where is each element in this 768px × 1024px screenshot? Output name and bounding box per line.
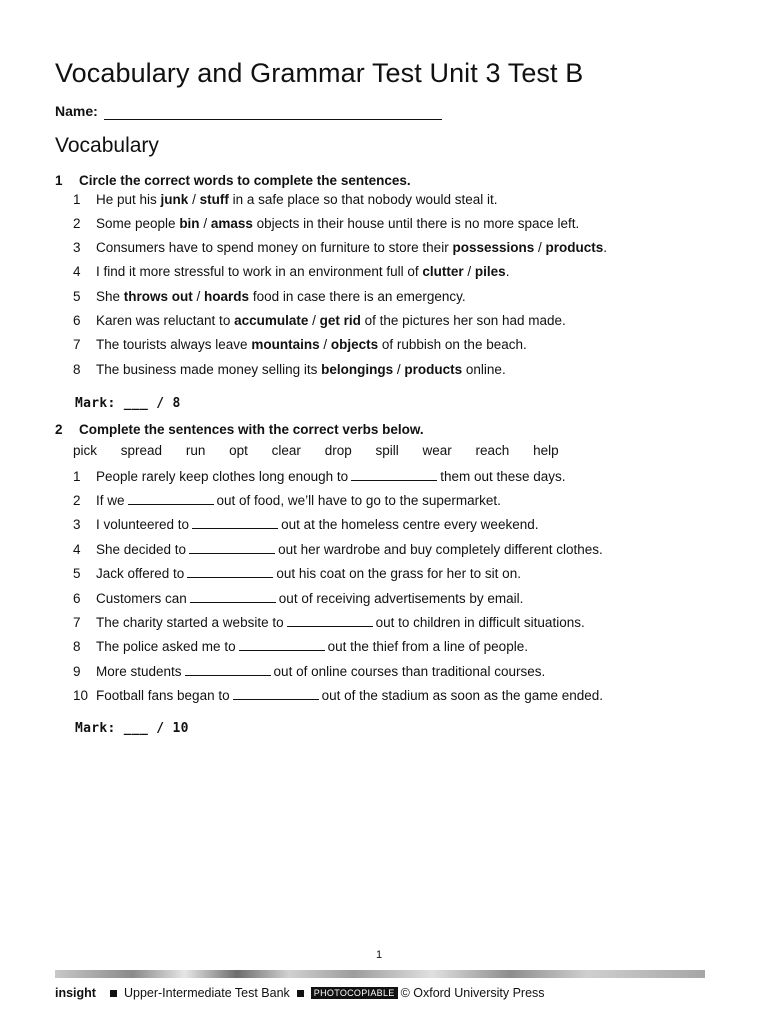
exercise-2-item: [73, 542, 603, 557]
item-text: People rarely keep clothes long enough to: [96, 469, 349, 484]
option-b[interactable]: stuff: [199, 192, 229, 207]
item-text: out at the homeless centre every weekend.: [281, 517, 539, 532]
item-number: 5: [73, 566, 81, 581]
footer-brand: insight: [55, 986, 96, 1000]
answer-blank[interactable]: [192, 518, 278, 529]
item-text: I volunteered to: [96, 517, 190, 532]
item-text: food in case there is an emergency.: [249, 289, 466, 304]
item-number: 7: [73, 337, 81, 352]
section-title-vocabulary: Vocabulary: [55, 134, 159, 157]
item-text: I find it more stressful to work in an environment full of: [96, 264, 423, 279]
exercise-2-item: [73, 639, 528, 654]
page-number: 1: [376, 949, 383, 961]
item-number: 3: [73, 240, 81, 255]
item-text: The business made money selling its: [96, 362, 322, 377]
exercise-1-item: [73, 337, 527, 352]
option-b[interactable]: piles: [474, 264, 506, 279]
word-bank-item: run: [185, 443, 206, 458]
item-number: 4: [73, 542, 81, 557]
item-number: 1: [73, 469, 81, 484]
answer-blank[interactable]: [190, 592, 276, 603]
option-a[interactable]: mountains: [251, 337, 320, 352]
option-separator: /: [192, 289, 205, 304]
exercise-number: 2: [55, 422, 63, 437]
item-number: 2: [73, 216, 81, 231]
exercise-2-mark: Mark: ___ / 10: [75, 721, 189, 736]
word-bank-item: spread: [120, 443, 163, 458]
word-bank-item: wear: [422, 443, 452, 458]
item-number: 9: [73, 664, 81, 679]
option-a[interactable]: accumulate: [234, 313, 309, 328]
item-text: More students: [96, 664, 182, 679]
exercise-1-item: [73, 216, 579, 231]
exercise-1-item: [73, 240, 607, 255]
item-text: Karen was reluctant to: [96, 313, 235, 328]
item-text: Consumers have to spend money on furniture to store their: [96, 240, 453, 255]
exercise-number: 1: [55, 173, 63, 188]
item-number: 8: [73, 639, 81, 654]
item-number: 7: [73, 615, 81, 630]
option-b[interactable]: objects: [330, 337, 379, 352]
footer-decorative-band: [55, 970, 705, 978]
exercise-1-heading: [55, 173, 411, 188]
footer-publisher: © Oxford University Press: [400, 986, 545, 1000]
answer-blank[interactable]: [351, 470, 437, 481]
item-text: them out these days.: [440, 469, 566, 484]
item-text: out of the stadium as soon as the game ended.: [321, 688, 604, 703]
item-text: out to children in difficult situations.: [375, 615, 585, 630]
item-number: 6: [73, 591, 81, 606]
option-a[interactable]: possessions: [452, 240, 535, 255]
item-number: 1: [73, 192, 81, 207]
exercise-1-item: [73, 362, 506, 377]
option-b[interactable]: get rid: [319, 313, 361, 328]
word-bank-item: help: [533, 443, 559, 458]
exercise-2-item: [73, 566, 521, 581]
item-number: 2: [73, 493, 81, 508]
item-text: The charity started a website to: [96, 615, 284, 630]
option-a[interactable]: bin: [179, 216, 200, 231]
item-number: 6: [73, 313, 81, 328]
answer-blank[interactable]: [233, 689, 319, 700]
item-number: 8: [73, 362, 81, 377]
exercise-2-item: [73, 493, 501, 508]
answer-blank[interactable]: [128, 494, 214, 505]
item-text: out of online courses than traditional courses.: [273, 664, 546, 679]
item-text: Football fans began to: [96, 688, 230, 703]
exercise-2-item: [73, 469, 566, 484]
footer-book-title: Upper-Intermediate Test Bank: [123, 986, 290, 1000]
item-number: 10: [73, 688, 89, 703]
exercise-instruction: Complete the sentences with the correct verbs below.: [79, 422, 424, 437]
exercise-2-item: [73, 664, 545, 679]
exercise-2-heading: [55, 422, 424, 437]
item-text: Jack offered to: [96, 566, 185, 581]
exercise-1-item: [73, 264, 509, 279]
item-text: objects in their house until there is no more space left.: [252, 216, 580, 231]
item-text: of the pictures her son had made.: [360, 313, 566, 328]
item-text: out her wardrobe and buy completely different clothes.: [278, 542, 603, 557]
answer-blank[interactable]: [187, 567, 273, 578]
option-separator: /: [308, 313, 320, 328]
item-text: out of food, we’ll have to go to the supermarket.: [216, 493, 501, 508]
item-number: 4: [73, 264, 81, 279]
option-a[interactable]: clutter: [422, 264, 464, 279]
exercise-1-item: [73, 192, 498, 207]
item-number: 5: [73, 289, 81, 304]
item-text: He put his: [96, 192, 161, 207]
word-bank: [73, 443, 579, 458]
answer-blank[interactable]: [239, 640, 325, 651]
option-b[interactable]: products: [404, 362, 463, 377]
photocopiable-badge: PHOTOCOPIABLE: [311, 987, 398, 999]
item-number: 3: [73, 517, 81, 532]
option-separator: /: [463, 264, 475, 279]
square-bullet-icon: [110, 990, 117, 997]
option-a[interactable]: belongings: [321, 362, 394, 377]
item-text: out his coat on the grass for her to sit on.: [276, 566, 521, 581]
option-separator: /: [534, 240, 546, 255]
item-text: The tourists always leave: [96, 337, 252, 352]
answer-blank[interactable]: [185, 665, 271, 676]
exercise-1-mark: Mark: ___ / 8: [75, 396, 181, 411]
option-a[interactable]: throws out: [123, 289, 193, 304]
word-bank-item: spill: [375, 443, 399, 458]
item-text: .: [603, 240, 608, 255]
exercise-2-item: [73, 615, 585, 630]
item-text: out of receiving advertisements by email.: [278, 591, 524, 606]
footer: [55, 986, 545, 1000]
item-text: Customers can: [96, 591, 187, 606]
word-bank-item: reach: [475, 443, 510, 458]
word-bank-item: pick: [73, 443, 98, 458]
item-text: in a safe place so that nobody would steal it.: [228, 192, 498, 207]
name-label: Name:: [55, 103, 98, 119]
page-title: Vocabulary and Grammar Test Unit 3 Test B: [55, 58, 584, 88]
exercise-instruction: Circle the correct words to complete the sentences.: [79, 173, 411, 188]
option-a[interactable]: junk: [160, 192, 189, 207]
answer-blank[interactable]: [189, 543, 275, 554]
exercise-1-item: [73, 313, 566, 328]
option-b[interactable]: amass: [210, 216, 253, 231]
item-text: The police asked me to: [96, 639, 236, 654]
option-separator: /: [319, 337, 331, 352]
item-text: If we: [96, 493, 125, 508]
exercise-2-item: [73, 517, 538, 532]
exercise-2-item: [73, 688, 603, 703]
item-text: online.: [462, 362, 506, 377]
option-separator: /: [393, 362, 405, 377]
option-b[interactable]: products: [545, 240, 604, 255]
word-bank-item: opt: [229, 443, 248, 458]
answer-blank[interactable]: [287, 616, 373, 627]
option-separator: /: [188, 192, 200, 207]
item-text: of rubbish on the beach.: [378, 337, 527, 352]
square-bullet-icon: [297, 990, 304, 997]
word-bank-item: clear: [271, 443, 301, 458]
item-text: .: [505, 264, 510, 279]
item-text: She: [96, 289, 124, 304]
item-text: out the thief from a line of people.: [327, 639, 528, 654]
option-b[interactable]: hoards: [204, 289, 250, 304]
exercise-1-item: [73, 289, 466, 304]
option-separator: /: [199, 216, 211, 231]
item-text: Some people: [96, 216, 180, 231]
exercise-2-item: [73, 591, 523, 606]
name-field-line[interactable]: [104, 119, 442, 120]
word-bank-item: drop: [324, 443, 352, 458]
item-text: She decided to: [96, 542, 187, 557]
